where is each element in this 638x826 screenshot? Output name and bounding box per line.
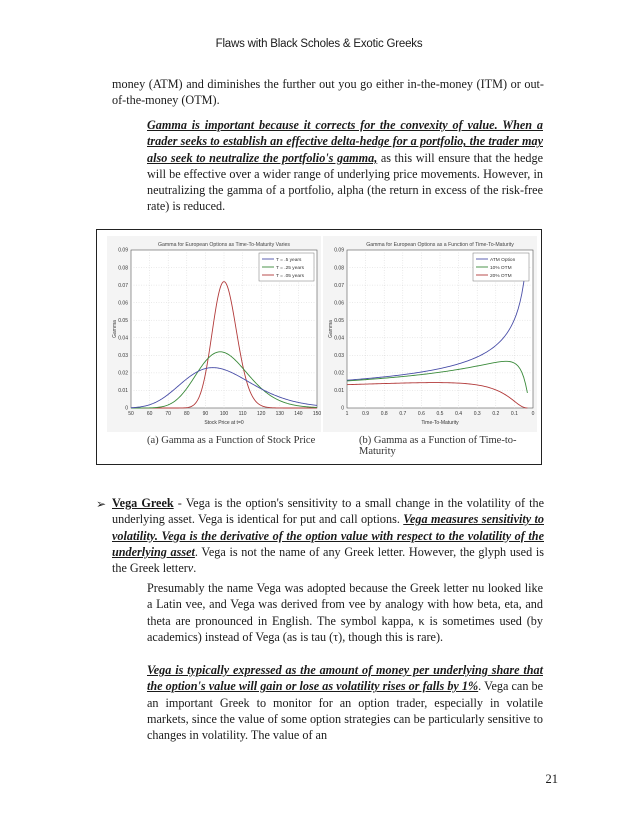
y-tick-label: 0 (125, 405, 128, 412)
x-tick-label: 0.5 (436, 411, 444, 417)
legend-entry-20otm: 20% OTM (490, 274, 512, 279)
x-tick-label: 80 (184, 411, 190, 417)
left-chart-title: Gamma for European Options as Time-To-Maturity Varies (158, 242, 290, 248)
right-legend (473, 253, 529, 281)
x-tick-label: 0 (531, 411, 535, 417)
x-tick-label: 0.2 (492, 411, 500, 417)
y-tick-label: 0.05 (118, 317, 128, 324)
x-tick-label: 140 (294, 411, 303, 417)
y-tick-label: 0.09 (118, 247, 128, 254)
y-tick-label: 0.06 (118, 300, 128, 307)
x-tick-label: 50 (128, 411, 134, 417)
gamma-emphasis: Gamma is important because it corrects for the convexity of value. When a trader seeks to establish an effective delta-hedge for a portfolio, the trader may also seek to neutralize the portfolio's gamma, (147, 118, 543, 165)
y-tick-label: 0.01 (118, 388, 128, 395)
legend-entry-1: T = .5 years (276, 258, 302, 263)
gamma-paragraph (147, 117, 543, 215)
bullet-arrow-icon: ➢ (96, 497, 107, 511)
left-xlabel: Stock Price at t=0 (204, 420, 244, 426)
vega-money-rest: . Vega can be an important Greek to monitor for an option trader, especially in volatile markets, since the value of some option strategies can be particularly sensitive to changes in volatility. The value of an (147, 679, 544, 743)
y-tick-label: 0.05 (334, 317, 344, 324)
y-tick-label: 0.07 (118, 282, 128, 289)
x-tick-label: 70 (165, 411, 171, 417)
right-xlabel: Time-To-Maturity (421, 420, 459, 426)
y-tick-label: 0.07 (334, 282, 344, 289)
nu-paragraph: Presumably the name Vega was adopted because the Greek letter nu looked like a Latin vee, and Vega was derived from vee by analogy with how beta, eta, and theta are pronounced in English. The symbol kappa, κ is sometimes used (by academics) instead of Vega (as is tau (τ), though this is rare). (147, 581, 543, 644)
x-tick-label: 0.4 (455, 411, 463, 417)
y-tick-label: 0.06 (334, 300, 344, 307)
right-chart (323, 236, 537, 432)
vega-money-paragraph (147, 662, 543, 743)
x-tick-label: 0.9 (362, 411, 370, 417)
y-tick-label: 0.02 (118, 370, 128, 377)
y-tick-label: 0.04 (334, 335, 344, 342)
vega-text-1: - Vega is the option's sensitivity to a small change in the volatility of the underlying asset. Vega is identical for put and call options. (112, 496, 545, 527)
x-tick-label: 90 (202, 411, 209, 417)
x-tick-label: 0.3 (473, 411, 481, 417)
y-tick-label: 0.03 (118, 353, 128, 360)
x-tick-label: 130 (275, 411, 284, 417)
x-tick-label: 60 (146, 411, 153, 417)
right-chart-title: Gamma for European Options as a Function of Time-To-Maturity (366, 242, 514, 248)
intro-paragraph: money (ATM) and diminishes the further out you go either in-the-money (ITM) or out-of-the-money (OTM). (112, 77, 544, 108)
nu-glyph: ν (187, 561, 194, 576)
right-caption: (b) Gamma as a Function of Time-to-Maturity (359, 435, 517, 457)
legend-entry-3: T = .05 years (276, 274, 305, 279)
x-tick-label: 1 (345, 411, 349, 417)
vega-text-2: . Vega is not the name of any Greek letter. However, the glyph used is the Greek letter (112, 544, 544, 576)
y-tick-label: 0.08 (118, 265, 128, 272)
y-tick-label: 0.02 (334, 370, 344, 377)
vega-text-3: . (193, 561, 197, 576)
gamma-figure (96, 229, 542, 465)
x-tick-label: 120 (257, 411, 266, 417)
vega-title: Vega Greek (112, 496, 174, 510)
legend-entry-2: T = .25 years (276, 266, 305, 271)
page-number: 21 (545, 772, 558, 786)
x-tick-label: 0.1 (510, 411, 518, 417)
left-chart-svg (107, 236, 321, 432)
running-header: Flaws with Black Scholes & Exotic Greeks (215, 38, 423, 50)
right-chart-svg (323, 236, 537, 432)
y-tick-label: 0.01 (334, 388, 344, 395)
legend-entry-10otm: 10% OTM (490, 266, 512, 271)
right-ylabel: Gamma (328, 320, 334, 338)
left-ylabel: Gamma (112, 320, 118, 338)
vega-money-emphasis: Vega is typically expressed as the amount of money per underlying share that the option's value will gain or lose as volatility rises or falls by 1% (147, 663, 543, 694)
x-tick-label: 0.7 (399, 411, 407, 417)
x-tick-label: 110 (238, 411, 247, 417)
legend-entry-atm: ATM Option (490, 258, 516, 263)
gamma-rest: as this will ensure that the hedge will be effective over a wider range of underlying price movements. However, in neutralizing the gamma of a portfolio, alpha (the return in excess of the risk-free rate) is reduced. (147, 150, 543, 214)
left-caption: (a) Gamma as a Function of Stock Price (147, 435, 316, 446)
vega-paragraph (112, 495, 544, 576)
y-tick-label: 0.04 (118, 335, 128, 342)
x-tick-label: 150 (312, 411, 321, 417)
x-tick-label: 0.8 (380, 411, 388, 417)
vega-emphasis: Vega measures sensitivity to volatility. Vega is the derivative of the option value with respect to the volatility of the underlying asset (112, 512, 544, 559)
x-tick-label: 100 (219, 411, 229, 417)
left-legend (259, 253, 314, 281)
y-tick-label: 0.03 (334, 353, 344, 360)
x-tick-label: 0.6 (417, 411, 425, 417)
left-chart (107, 236, 321, 432)
y-tick-label: 0 (341, 405, 344, 412)
y-tick-label: 0.09 (334, 247, 344, 254)
y-tick-label: 0.08 (334, 265, 344, 272)
